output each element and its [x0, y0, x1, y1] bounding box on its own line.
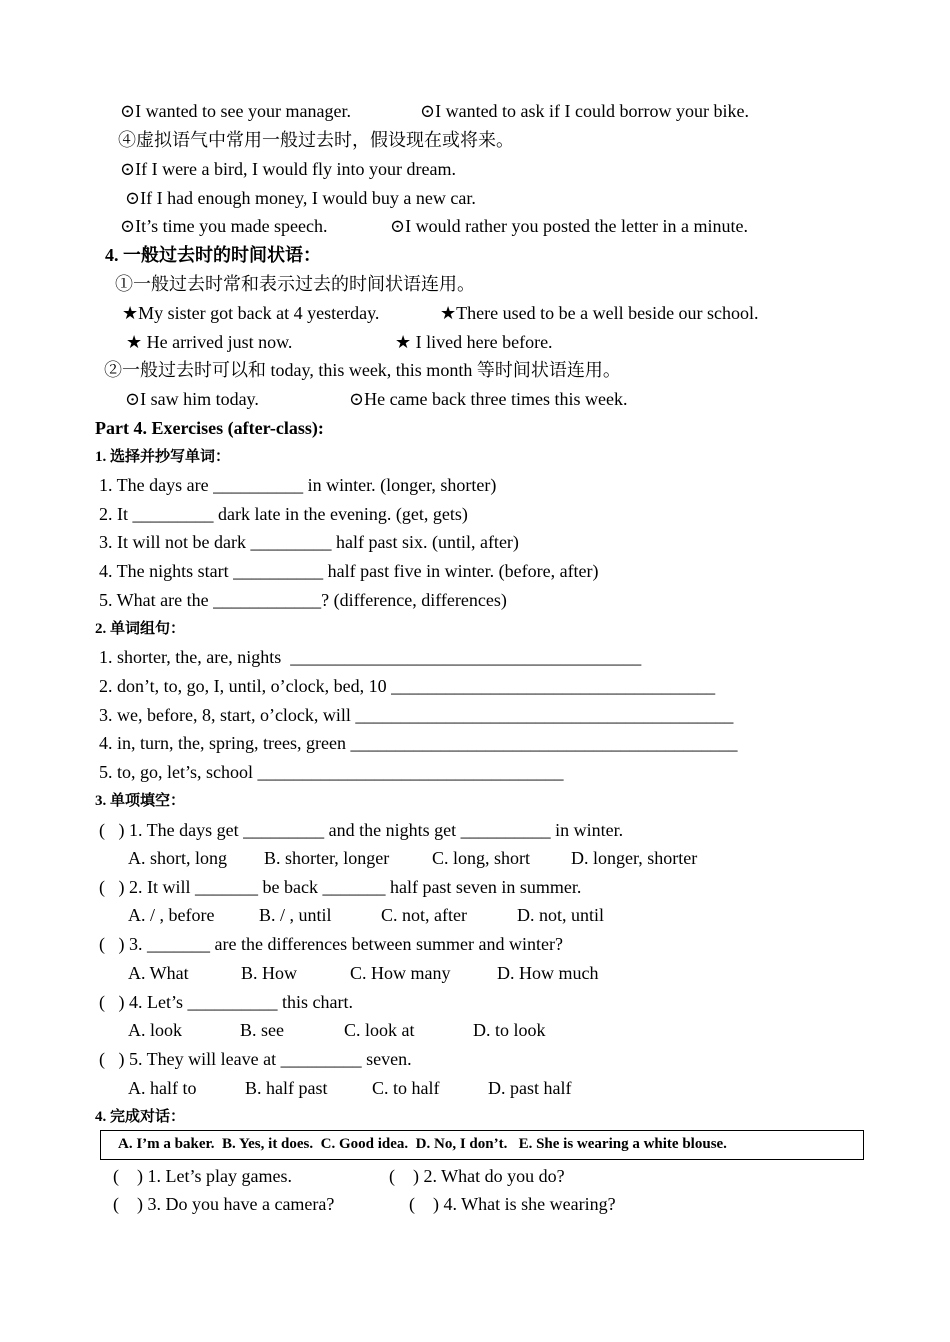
option: D. How much — [497, 963, 599, 983]
grammar-rule: ②一般过去时可以和 today, this week, this month 等时间状语连用。 — [104, 360, 621, 380]
example-sentence: ⊙It’s time you made speech. — [120, 216, 328, 236]
question: ( ) 5. They will leave at _________ seven. — [99, 1049, 412, 1069]
answer-choices-box — [100, 1130, 864, 1160]
section-heading: 4. 一般过去时的时间状语： — [105, 245, 321, 265]
question: ( ) 4. Let’s __________ this chart. — [99, 992, 353, 1012]
answer-choices: A. I’m a baker. B. Yes, it does. C. Good idea. D. No, I don’t. E. She is wearing a white blouse. — [118, 1136, 727, 1152]
part-title: Part 4. Exercises (after-class): — [95, 418, 324, 438]
option: B. see — [240, 1020, 284, 1040]
dialogue-item: ( ) 2. What do you do? — [389, 1166, 565, 1186]
example-sentence: ⊙I wanted to see your manager. — [120, 101, 352, 121]
exercise-item: 2. It _________ dark late in the evening. (get, gets) — [99, 504, 468, 524]
example-sentence: ⊙If I were a bird, I would fly into your dream. — [120, 159, 456, 179]
option: B. shorter, longer — [264, 848, 390, 868]
option: D. past half — [488, 1078, 572, 1098]
exercise-item: 3. we, before, 8, start, o’clock, will __________________________________________ — [99, 705, 734, 725]
exercise-item: 1. shorter, the, are, nights _______________________________________ — [99, 647, 642, 667]
option: C. look at — [344, 1020, 415, 1040]
section-heading: 2. 单词组句： — [95, 621, 186, 637]
option: C. How many — [350, 963, 451, 983]
example-sentence: ⊙I saw him today. — [125, 389, 259, 409]
option: D. to look — [473, 1020, 546, 1040]
section-heading: 1. 选择并抄写单词： — [95, 449, 231, 465]
option: A. What — [128, 963, 189, 983]
question: ( ) 1. The days get _________ and the nights get __________ in winter. — [99, 820, 624, 840]
option: C. to half — [372, 1078, 440, 1098]
example-sentence: ⊙I would rather you posted the letter in a minute. — [390, 216, 748, 236]
option: C. long, short — [432, 848, 531, 868]
option: A. half to — [128, 1078, 197, 1098]
option: D. not, until — [517, 905, 605, 925]
example-sentence: ⊙He came back three times this week. — [349, 389, 628, 409]
option: C. not, after — [381, 905, 467, 925]
question: ( ) 3. _______ are the differences between summer and winter? — [99, 934, 563, 954]
option: B. How — [241, 963, 298, 983]
grammar-rule: ①一般过去时常和表示过去的时间状语连用。 — [115, 274, 475, 294]
option: B. half past — [245, 1078, 328, 1098]
option: B. / , until — [259, 905, 332, 925]
exercise-item: 2. don’t, to, go, I, until, o’clock, bed, 10 ____________________________________ — [99, 676, 716, 696]
example-sentence: ★ I lived here before. — [395, 332, 553, 352]
option: A. short, long — [128, 848, 227, 868]
grammar-rule: ④虚拟语气中常用一般过去时，假设现在或将来。 — [118, 130, 514, 150]
example-sentence: ★My sister got back at 4 yesterday. — [122, 303, 380, 323]
section-heading: 4. 完成对话： — [95, 1109, 186, 1125]
exercise-item: 5. to, go, let’s, school __________________________________ — [99, 762, 564, 782]
example-sentence: ⊙I wanted to ask if I could borrow your bike. — [420, 101, 750, 121]
dialogue-item: ( ) 1. Let’s play games. — [113, 1166, 292, 1186]
dialogue-item: ( ) 3. Do you have a camera? — [113, 1194, 335, 1214]
exercise-item: 1. The days are __________ in winter. (longer, shorter) — [99, 475, 497, 495]
option: A. / , before — [128, 905, 215, 925]
example-sentence: ⊙If I had enough money, I would buy a new car. — [125, 188, 476, 208]
option: D. longer, shorter — [571, 848, 698, 868]
section-heading: 3. 单项填空： — [95, 793, 186, 809]
question: ( ) 2. It will _______ be back _______ half past seven in summer. — [99, 877, 582, 897]
exercise-item: 5. What are the ____________? (difference, differences) — [99, 590, 507, 610]
exercise-item: 3. It will not be dark _________ half past six. (until, after) — [99, 532, 519, 552]
exercise-item: 4. in, turn, the, spring, trees, green ___________________________________________ — [99, 733, 738, 753]
example-sentence: ★ He arrived just now. — [126, 332, 293, 352]
example-sentence: ★There used to be a well beside our school. — [440, 303, 759, 323]
dialogue-item: ( ) 4. What is she wearing? — [409, 1194, 616, 1214]
option: A. look — [128, 1020, 182, 1040]
exercise-item: 4. The nights start __________ half past five in winter. (before, after) — [99, 561, 599, 581]
